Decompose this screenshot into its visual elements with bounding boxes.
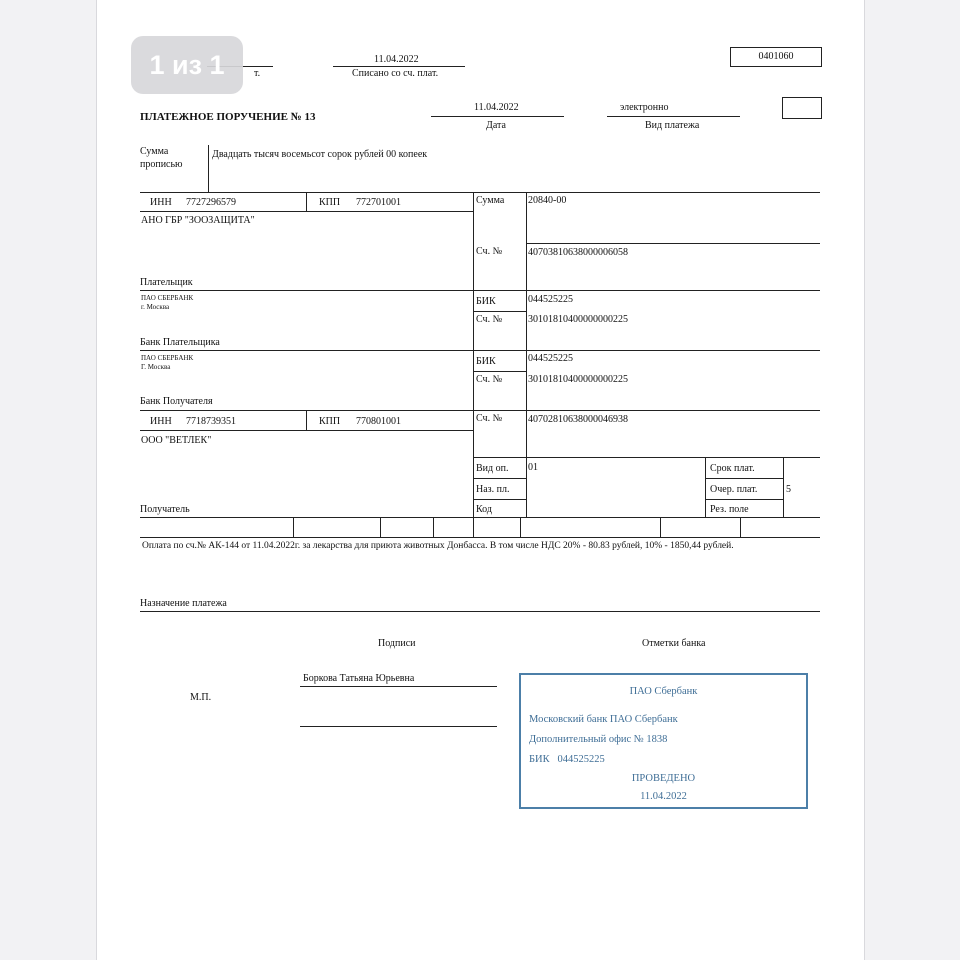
payee-bank-bik-label: БИК (476, 356, 496, 367)
order-date-label: Дата (486, 120, 506, 131)
signatures-label: Подписи (378, 638, 416, 649)
stamp-status: ПРОВЕДЕНО (631, 773, 696, 784)
debited-label: Списано со сч. плат. (352, 68, 439, 79)
grid-line (140, 537, 820, 538)
grid-vertical (306, 192, 307, 211)
signature-line (300, 686, 497, 687)
amount-words-label-2: прописью (140, 159, 183, 170)
op-type-label: Вид оп. (476, 463, 509, 474)
payee-kpp: 770801001 (356, 416, 401, 427)
payee-inn-label: ИНН (150, 416, 172, 427)
bank-stamp (519, 673, 808, 809)
payer-bank-corr-label: Сч. № (476, 314, 503, 325)
payer-bank-bik-label: БИК (476, 296, 496, 307)
purpose-text: Оплата по сч.№ АК-144 от 11.04.2022г. за лекарства для приюта животных Донбасса. В том числе НДС 20% - 80.83 рублей, 10% - 1850,44 рублей. (142, 541, 734, 551)
op-type: 01 (528, 462, 538, 473)
grid-line (705, 478, 783, 479)
grid-vertical (660, 517, 661, 537)
grid-line (140, 192, 820, 193)
priority: 5 (786, 484, 791, 495)
grid-vertical (380, 517, 381, 537)
grid-line (140, 410, 820, 411)
grid-vertical (306, 410, 307, 430)
payer-bank-bik: 044525225 (528, 294, 573, 305)
stamp-office: Дополнительный офис № 1838 (529, 734, 668, 745)
priority-label: Очер. плат. (710, 484, 758, 495)
amount-words-divider (208, 145, 209, 192)
payee-inn: 7718739351 (186, 416, 236, 427)
grid-line (473, 478, 526, 479)
grid-line (140, 211, 473, 212)
order-date-line (431, 116, 564, 117)
signer-name: Боркова Татьяна Юрьевна (303, 673, 415, 684)
debited-date-line (333, 66, 465, 67)
payee-bank-name: ПАО СБЕРБАНК (141, 354, 194, 362)
payee-bank-corr-label: Сч. № (476, 374, 503, 385)
form-code: 0401060 (730, 47, 822, 67)
stamp-bik: БИК 044525225 (529, 754, 605, 765)
grid-vertical (783, 457, 784, 517)
payee-kpp-label: КПП (319, 416, 341, 427)
signature-line (300, 726, 497, 727)
payee-name: ООО "ВЕТЛЕК" (141, 435, 212, 446)
payee-bank-label: Банк Получателя (140, 396, 213, 407)
payer-kpp: 772701001 (356, 197, 401, 208)
payer-account-label: Сч. № (476, 246, 503, 257)
payer-name: АНО ГБР "ЗООЗАЩИТА" (141, 215, 255, 226)
grid-line (140, 290, 820, 291)
grid-line (140, 430, 473, 431)
payee-label: Получатель (140, 504, 190, 515)
grid-vertical (473, 192, 474, 517)
status-box (782, 97, 822, 119)
payee-account: 40702810638000046938 (528, 414, 628, 425)
stamp-date: 11.04.2022 (640, 791, 687, 802)
purpose-code-label: Наз. пл. (476, 484, 510, 495)
stamp-bank: ПАО Сбербанк (629, 686, 698, 697)
grid-line (140, 517, 820, 518)
payee-bank-city: Г. Москва (141, 363, 171, 371)
grid-line (140, 611, 820, 612)
payer-inn: 7727296579 (186, 197, 236, 208)
payee-bank-bik: 044525225 (528, 353, 573, 364)
purpose-label: Назначение платежа (140, 598, 227, 609)
amount-words-value: Двадцать тысяч восемьсот сорок рублей 00 копеек (212, 149, 428, 160)
payer-bank-city: г. Москва (141, 303, 170, 311)
page-indicator: 1 из 1 (131, 36, 243, 94)
payer-sum-label: Сумма (476, 195, 505, 206)
payee-bank-corr-account: 30101810400000000225 (528, 374, 628, 385)
due-label: Срок плат. (710, 463, 755, 474)
grid-vertical (520, 517, 521, 537)
payer-kpp-label: КПП (319, 197, 341, 208)
grid-vertical (473, 517, 474, 537)
grid-vertical (293, 517, 294, 537)
grid-line (473, 311, 526, 312)
grid-vertical (740, 517, 741, 537)
payment-type-line (607, 116, 740, 117)
payee-account-label: Сч. № (476, 413, 503, 424)
grid-vertical (705, 457, 706, 517)
grid-vertical (433, 517, 434, 537)
payer-bank-name: ПАО СБЕРБАНК (141, 294, 194, 302)
payer-bank-label: Банк Плательщика (140, 337, 220, 348)
grid-line (473, 371, 526, 372)
reserve-label: Рез. поле (710, 504, 749, 515)
payer-label: Плательщик (140, 277, 193, 288)
order-date: 11.04.2022 (474, 102, 519, 113)
payer-sum: 20840-00 (528, 195, 567, 206)
debited-date: 11.04.2022 (374, 54, 419, 65)
code-label: Код (476, 504, 492, 515)
payment-type: электронно (620, 102, 669, 113)
grid-line (473, 499, 526, 500)
grid-line (473, 457, 820, 458)
grid-line (705, 499, 783, 500)
payment-type-label: Вид платежа (645, 120, 700, 131)
bank-marks-label: Отметки банка (642, 638, 706, 649)
grid-line (140, 350, 820, 351)
stamp-branch: Московский банк ПАО Сбербанк (529, 714, 678, 725)
received-label: т. (254, 68, 261, 79)
grid-line (526, 243, 820, 244)
document-page (97, 0, 864, 960)
grid-vertical (526, 192, 527, 517)
document-title: ПЛАТЕЖНОЕ ПОРУЧЕНИЕ № 13 (140, 111, 316, 123)
stamp-place: М.П. (190, 692, 212, 703)
payer-inn-label: ИНН (150, 197, 172, 208)
payer-account: 40703810638000006058 (528, 247, 628, 258)
payer-bank-corr-account: 30101810400000000225 (528, 314, 628, 325)
amount-words-label-1: Сумма (140, 146, 169, 157)
